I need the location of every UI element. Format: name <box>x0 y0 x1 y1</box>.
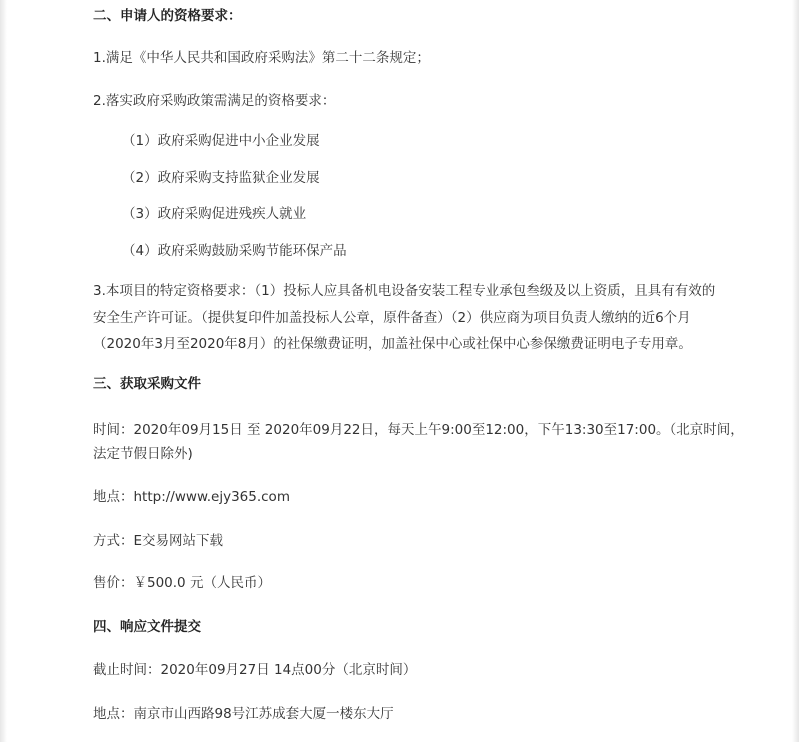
obtain-time-line-1: 时间：2020年09月15日 至 2020年09月22日，每天上午9:00至12:00，下午13:30至17:00。（北京时间， <box>93 422 744 438</box>
policy-sub-item-2: （2）政府采购支持监狱企业发展 <box>122 170 320 186</box>
policy-sub-item-4: （4）政府采购鼓励采购节能环保产品 <box>122 243 347 259</box>
submission-place: 地点：南京市山西路98号江苏成套大厦一楼东大厅 <box>93 706 394 722</box>
qualification-item-2: 2.落实政府采购政策需满足的资格要求： <box>93 93 336 109</box>
policy-sub-item-3: （3）政府采购促进残疾人就业 <box>122 206 307 222</box>
qualification-item-3-line-1: 3.本项目的特定资格要求：（1）投标人应具备机电设备安装工程专业承包叁级及以上资质，且具有有效的 <box>93 283 716 299</box>
section-heading-submission: 四、响应文件提交 <box>93 619 201 635</box>
obtain-method: 方式：E交易网站下载 <box>93 533 224 549</box>
qualification-item-3-line-2: 安全生产许可证。（提供复印件加盖投标人公章，原件备查）（2）供应商为项目负责人缴纳的近6个月 <box>93 310 691 326</box>
qualification-item-3-line-3: （2020年3月至2020年8月）的社保缴费证明，加盖社保中心或社保中心参保缴费证明电子专用章。 <box>93 336 692 352</box>
section-heading-qualifications: 二、申请人的资格要求： <box>93 8 242 24</box>
submission-deadline: 截止时间：2020年09月27日 14点00分（北京时间） <box>93 662 417 678</box>
obtain-place: 地点：http://www.ejy365.com <box>93 489 290 505</box>
policy-sub-item-1: （1）政府采购促进中小企业发展 <box>122 133 320 149</box>
obtain-time-line-2: 法定节假日除外) <box>93 446 193 462</box>
obtain-price: 售价：￥500.0 元（人民币） <box>93 575 271 591</box>
section-heading-obtain-documents: 三、获取采购文件 <box>93 376 201 392</box>
qualification-item-1: 1.满足《中华人民共和国政府采购法》第二十二条规定； <box>93 50 430 66</box>
